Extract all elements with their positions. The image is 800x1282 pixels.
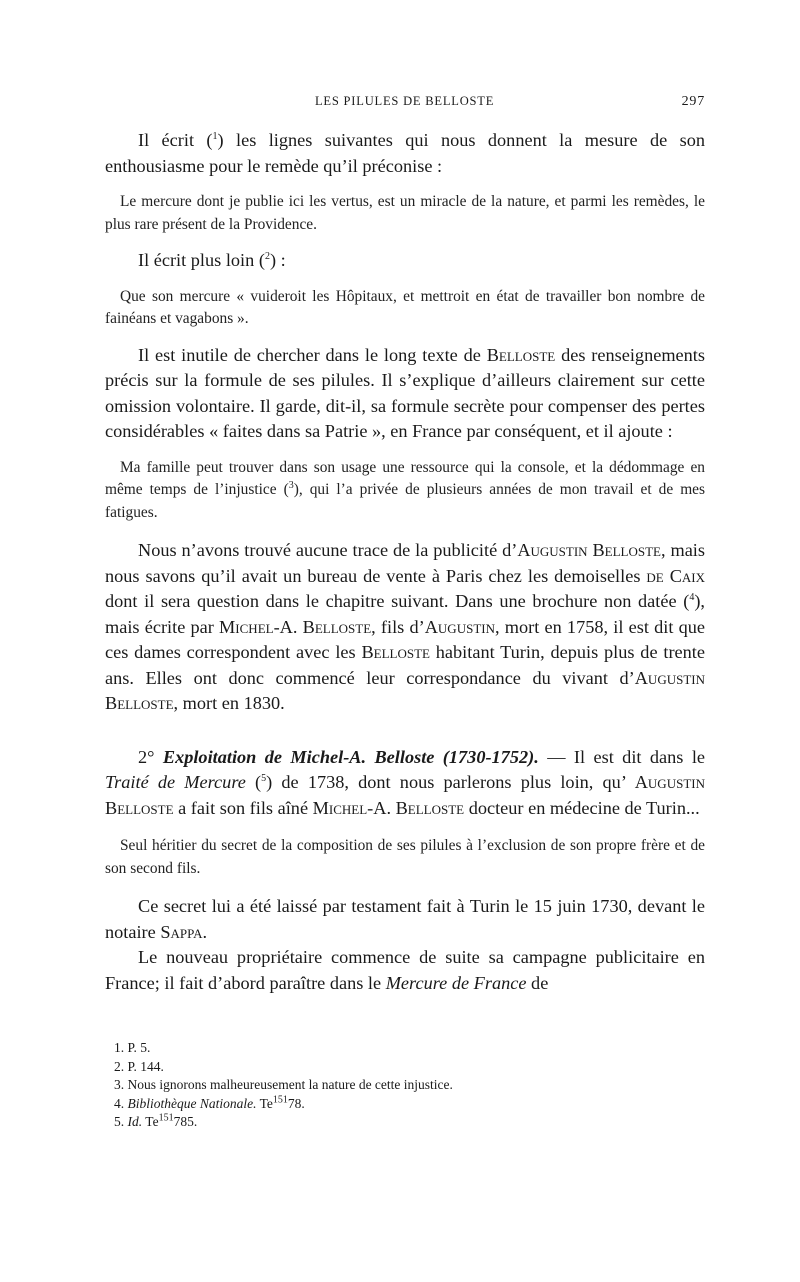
text-run: dont il sera question dans le chapitre suivant. Dans une brochure non datée ( — [105, 591, 690, 611]
text-run: de — [526, 972, 549, 993]
text-run: Le nouveau propriétaire commence de suite sa campagne publicitaire en France; il fait d’abord paraître dans le — [105, 947, 705, 993]
footnote-ref: 2 — [264, 250, 270, 262]
text-run: Ce secret lui a été laissé par testament fait à Turin le 15 juin 1730, devant le notaire — [105, 896, 705, 942]
text-run: docteur en médecine de Turin... — [464, 797, 700, 818]
person-name: Belloste — [486, 344, 556, 365]
text-run: . — [202, 921, 208, 942]
text-run: , fils d’ — [371, 616, 425, 637]
call-number-sup: 151 — [272, 1094, 288, 1106]
work-title: Mercure de France — [385, 972, 527, 993]
paragraph — [105, 745, 705, 822]
text-run: ) : — [269, 250, 286, 270]
running-title: LES PILULES DE BELLOSTE — [315, 94, 495, 108]
text-run: — Il est dit dans le — [538, 746, 706, 767]
person-name: Sappa — [160, 921, 203, 942]
footnote — [114, 1058, 614, 1077]
text-run: Il est inutile de chercher dans le long texte de — [138, 344, 487, 365]
text-run: 2° — [138, 746, 163, 767]
paragraph — [105, 128, 705, 179]
text-run: ), qui l’a privée de plusieurs années de mon travail et de mes fatigues. — [105, 481, 705, 521]
footnote-text: P. 5. — [127, 1040, 151, 1055]
person-name: Augustin Belloste — [105, 667, 705, 713]
footnote-ref: 1 — [212, 130, 218, 142]
footnotes — [114, 1039, 614, 1132]
section-heading: Exploitation de Michel-A. Belloste (1730-1752). — [162, 746, 539, 767]
footnote-ref: 3 — [288, 479, 294, 491]
text-run: Il écrit plus loin ( — [138, 250, 265, 270]
source-name: Id. — [127, 1114, 143, 1130]
text-run: ) les lignes suivantes qui nous donnent la mesure de son enthousiasme pour le remède qu’il préconise : — [105, 130, 706, 176]
call-number-sup: 151 — [158, 1112, 174, 1124]
footnote-ref: 4 — [689, 591, 695, 603]
footnote — [114, 1076, 614, 1095]
footnote-text: Te — [145, 1114, 159, 1130]
footnote-text: 785. — [173, 1114, 198, 1130]
text-run: ) de 1738, dont nous parlerons plus loin, qu’ — [266, 772, 635, 792]
footnote-number: 2. — [114, 1058, 125, 1074]
running-head — [105, 94, 705, 114]
footnote — [114, 1113, 614, 1132]
footnote-ref: 5 — [261, 772, 267, 784]
text-run: ( — [245, 772, 262, 792]
paragraph — [105, 945, 705, 996]
text-run: a fait son fils aîné — [173, 797, 313, 818]
person-name: Augustin Belloste — [517, 540, 661, 560]
paragraph — [105, 248, 705, 274]
block-quote: Le mercure dont je publie ici les vertus, est un miracle de la nature, et parmi les remèdes, le plus rare présent de la Providence. — [105, 193, 705, 233]
person-name: Augustin — [424, 616, 495, 637]
block-quote — [105, 457, 705, 525]
paragraph — [105, 894, 705, 945]
text-run: des renseignements précis sur la formule de ses pilules. Il s’explique d’ailleurs clairement sur cette omission volontaire. Il garde, dit-il, sa formule secrète pour compenser des pertes considérables « faites dans sa Patrie », en France par conséquent, et il ajoute : — [105, 344, 705, 441]
footnote-number: 3. — [114, 1077, 125, 1093]
footnote-number: 1. — [114, 1040, 125, 1055]
text-run: , mort en 1758, il est dit que ces dames correspondent avec les — [105, 616, 705, 662]
footnote-number: 5. — [114, 1114, 125, 1130]
footnote-number: 4. — [114, 1095, 125, 1111]
text-run: Il écrit ( — [138, 130, 213, 150]
text-run: Nous n’avons trouvé aucune trace de la publicité d’ — [138, 540, 518, 560]
text-run: , mort en 1830. — [173, 693, 285, 713]
paragraph — [105, 538, 705, 717]
person-name: de Caix — [646, 565, 705, 586]
footnote-text: P. 144. — [127, 1058, 164, 1074]
person-name: Augustin Belloste — [105, 772, 705, 818]
person-name: Belloste — [361, 642, 430, 662]
source-name: Bibliothèque Nationale. — [127, 1095, 257, 1111]
footnote-text: Nous ignorons malheureusement la nature de cette injustice. — [127, 1077, 453, 1093]
work-title: Traité de Mercure — [105, 772, 246, 792]
text-run: ), mais écrite par — [105, 591, 705, 637]
body-text — [105, 128, 705, 996]
text-run: Ma famille peut trouver dans son usage une ressource qui la console, et la dédommage en même temps de l’injustice ( — [105, 458, 705, 498]
footnote — [114, 1039, 614, 1058]
text-run: habitant Turin, depuis plus de trente ans. Elles ont donc commencé leur correspondance du vivant d’ — [105, 642, 705, 688]
person-name: Michel-A. Belloste — [312, 797, 465, 818]
block-quote: Seul héritier du secret de la composition de ses pilules à l’exclusion de son propre frère et de son second fils. — [105, 837, 705, 877]
page-number: 297 — [681, 94, 705, 109]
footnote-text: 78. — [287, 1095, 305, 1111]
text-run: , mais nous savons qu’il avait un bureau de vente à Paris chez les demoiselles — [105, 540, 705, 586]
block-quote: Que son mercure « vuideroit les Hôpitaux, et mettroit en état de travailler bon nombre de fainéans et vagabons ». — [105, 287, 705, 327]
paragraph — [105, 343, 705, 445]
footnote — [114, 1095, 614, 1114]
footnote-text: Te — [259, 1095, 273, 1111]
person-name: Michel-A. Belloste — [219, 616, 372, 637]
